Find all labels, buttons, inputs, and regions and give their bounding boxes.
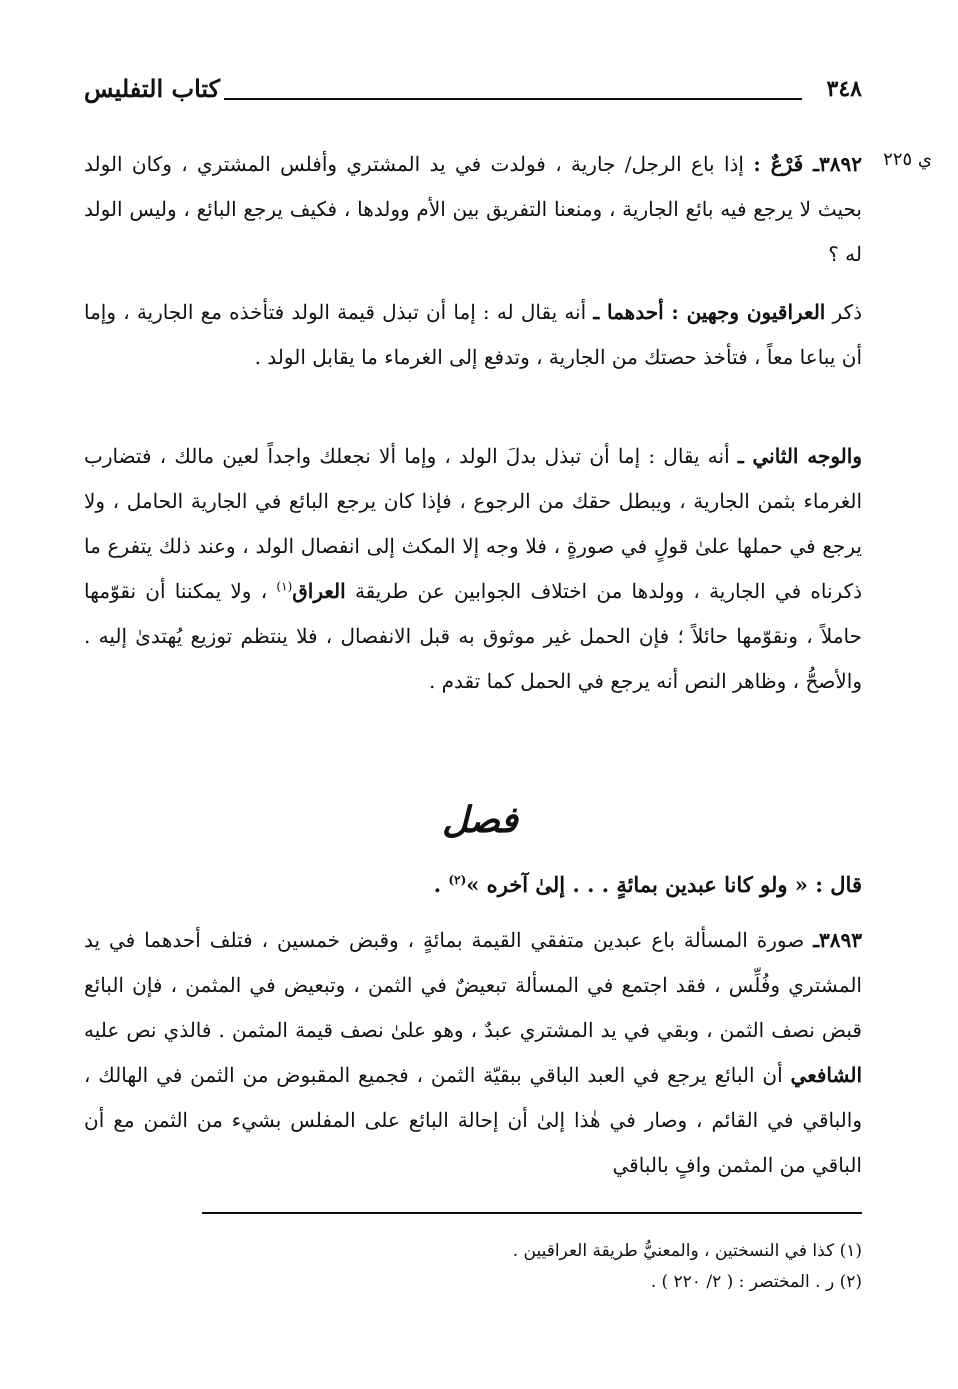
paragraph-number: ٣٨٩٣ـ (813, 928, 863, 952)
qala-line (84, 862, 862, 907)
section-heading-ornament: فصل (442, 799, 518, 841)
paragraph-bold-iraq: العراق (292, 579, 346, 603)
footnote-1 (84, 1236, 862, 1267)
margin-note: ي ٢٢٥ (883, 149, 932, 170)
header-rule (224, 98, 802, 100)
paragraph-second-aspect (84, 434, 862, 704)
footnote-text: ر . المختصر : ( ٢/ ٢٢٠ ) . (650, 1272, 835, 1292)
paragraph-number: ٣٨٩٢ـ فَرْعٌ : (753, 152, 863, 176)
footnote-divider (202, 1212, 862, 1214)
paragraph-lead: ذكر (832, 300, 863, 324)
paragraph-iraqis (84, 290, 862, 380)
paragraph-3893 (84, 918, 862, 1188)
paragraph-bold-shafii: الشافعي (790, 1063, 863, 1087)
footnotes (84, 1236, 862, 1298)
qala-end: . (433, 872, 442, 897)
page-header (84, 74, 862, 110)
paragraph-text: أنه يقال له : إما أن تبذل قيمة الولد فتأخذه مع الجارية ، وإما أن يباعا معاً ، فتأخذ حصتك من الجارية ، وتدفع إلى الغرماء ما يقابل الولد . (84, 300, 862, 369)
footnote-number: (١) (839, 1241, 862, 1261)
footnote-ref: (٢) (448, 873, 467, 887)
footnote-number: (٢) (839, 1272, 862, 1292)
page-number: ٣٤٨ (826, 76, 862, 102)
footnote-ref: (١) (276, 579, 293, 594)
book-title: كتاب التفليس (84, 74, 221, 103)
paragraph-bold: العراقيون وجهين : أحدهما ـ (593, 300, 826, 324)
footnote-text: كذا في النسختين ، والمعنيُّ طريقة العراقيين . (512, 1241, 835, 1261)
footnote-2 (84, 1267, 862, 1298)
paragraph-3892 (84, 142, 862, 277)
paragraph-text-cont: أن البائع يرجع في العبد الباقي ببقيّة الثمن ، فجميع المقبوض من الثمن في الهالك ، والباقي في القائم ، وصار في هٰذا إلىٰ أن إحالة البائع على المفلس بشيء من الثمن مع أن الباقي من المثمن وافٍ بالباقي (84, 1063, 862, 1177)
paragraph-text-cont: ، ولا يمكننا أن نقوّمها حاملاً ، ونقوّمها حائلاً ؛ فإن الحمل غير موثوق به قبل الانفصال ، فلا ينتظم توزيع يُهتدىٰ إليه . والأصحُّ ، وظاهر النص أنه يرجع في الحمل كما تقدم . (84, 579, 862, 693)
qala-text: قال : « ولو كانا عبدين بمائةٍ . . . إلىٰ آخره » (466, 872, 862, 897)
paragraph-text: أنه يقال : إما أن تبذل بدلَ الولد ، وإما ألا نجعلك واجداً لعين مالك ، فتضارب الغرماء بثمن الجارية ، ويبطل حقك من الرجوع ، فإذا كان يرجع البائع في الجارية الحامل ، ولا يرجع في حملها علىٰ قولٍ في صورةٍ ، فلا وجه إلا المكث إلى انفصال الولد ، وعند ذلك يتفرع ما ذكرناه في الجارية ، وولدها من اختلاف الجوابين عن طريقة (84, 444, 863, 603)
paragraph-text: صورة المسألة باع عبدين متفقي القيمة بمائةٍ ، وقبض خمسين ، فتلف أحدهما في يد المشتري وفُلِّس ، فقد اجتمع في المسألة تبعيضٌ في الثمن ، وتبعيض في المثمن ، فإن البائع قبض نصف الثمن ، وبقي في يد المشتري عبدٌ ، وهو علىٰ نصف قيمة المثمن . فالذي نص عليه (84, 928, 862, 1042)
paragraph-text: إذا باع الرجل/ جارية ، فولدت في يد المشتري وأفلس المشتري ، وكان الولد بحيث لا يرجع فيه بائع الجارية ، ومنعنا التفريق بين الأم وولدها ، فكيف يرجع البائع ، وليس الولد له ؟ (84, 152, 862, 266)
paragraph-bold: والوجه الثاني ـ (737, 444, 862, 468)
